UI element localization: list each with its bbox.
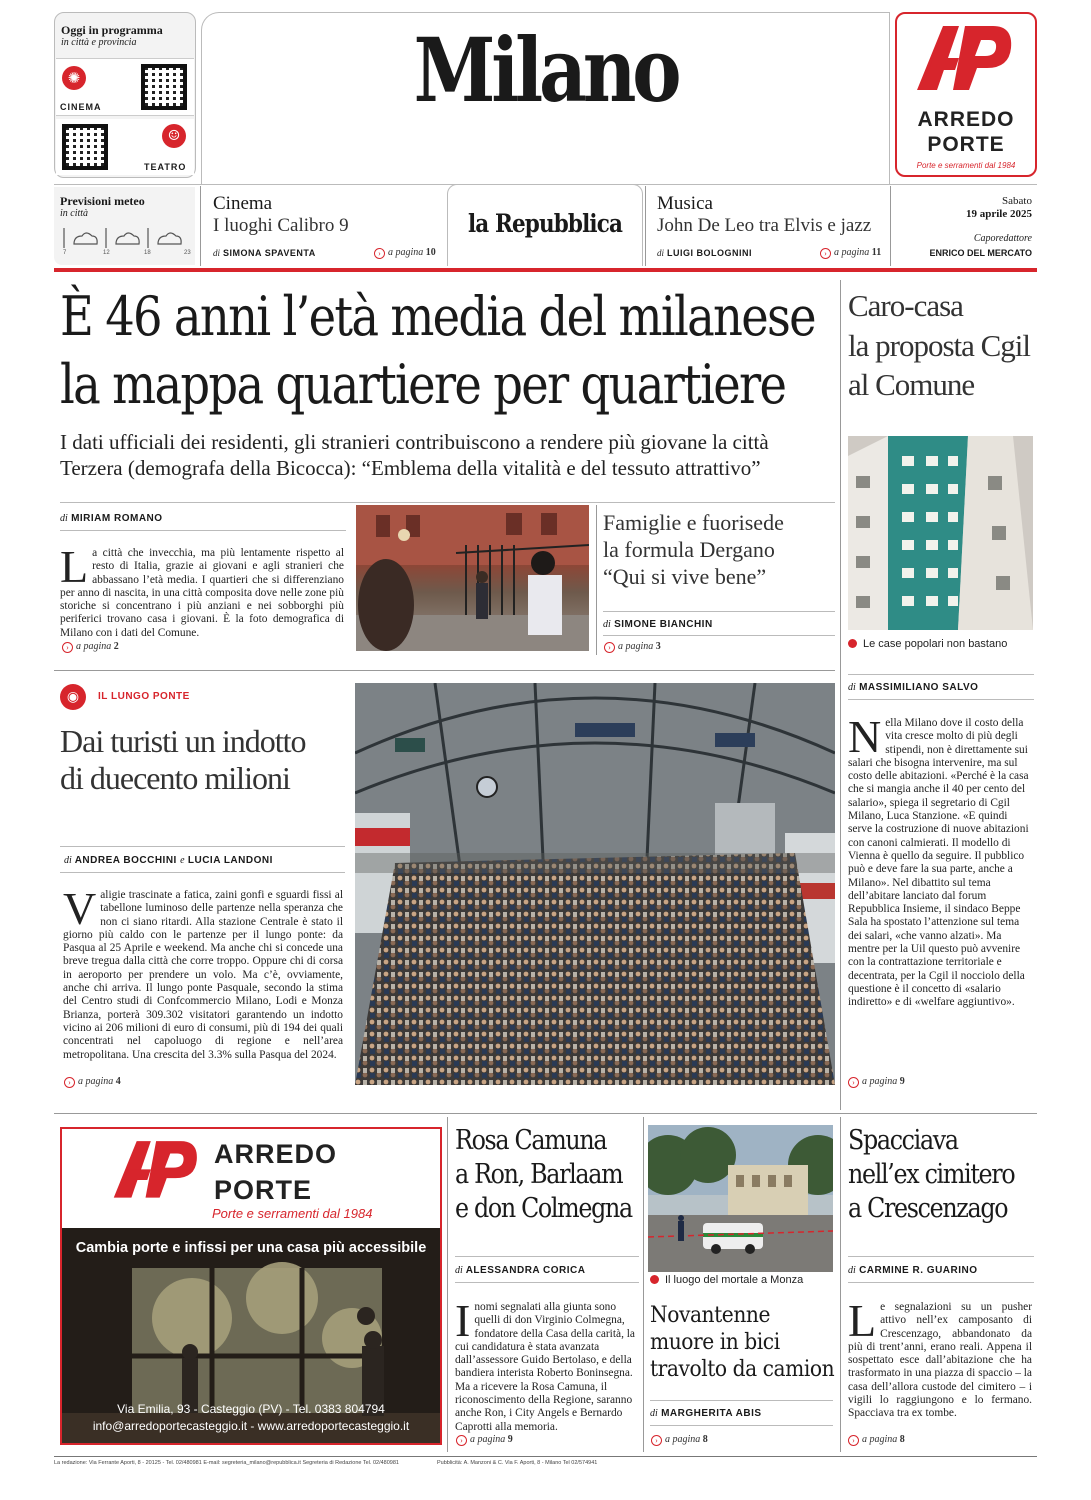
bottom-divider-2 (643, 1117, 644, 1452)
famiglie-page-ref[interactable]: › a pagina 3 (604, 641, 661, 653)
turisti-byline: di ANDREA BOCCHINI e LUCIA LANDONI (64, 855, 273, 866)
caro-casa-text: Nella Milano dove il costo della vita cresce molto di più degli stipendi, non è direttamente sui salari che bisogna intervenire, ma sul costo delle abitazioni. «Perché è la casa che si mangia anche il 40 per cento del salario», spiega il segretario di Cgil Milano, Luca Stanzione. «E quindi serve la costruzione di nuove abitazioni con canoni calmierati. Il modello di Vienna è quello da seguire. Il pubblico può e deve fare la sua parte, anche a Milano». Nel dibattito sul tema dell’abitare lanciato dal forum Repubblica Insieme, il sindaco Beppe Sala ha spostato l’attenzione sul tema dei salari, «che vanno alzati». Ma mentre per la Uil questo può avvenire con la contrattazione territoriale e decentrata, per la Cgil il nocciolo della questione è il concetto di «salario indiretto» e di «welfare aggiuntivo». (848, 711, 1029, 1009)
lead-subhead-2: Terzera (demografa della Bicocca): “Emblema della vitalità e del tessuto attrattivo” (60, 456, 761, 480)
rosa-text: Inomi segnalati alla giunta sono quelli di don Virginio Colmegna, fondatore della Casa della carità, la cui candidatura è stata avanzata dall’assessore Guido Bertolaso, e della bandiera interista Roberto Boninsegna. Ma a ricevere la Rosa Camuna, il riconoscimento della Regione, saranno anche Ron, i City Angels e Bernardo Caprotti alla memoria. (455, 1295, 635, 1433)
ap-logo-svg (915, 18, 1017, 104)
bottom-divider-1 (447, 1117, 448, 1452)
famiglie-headline-3[interactable]: “Qui si vive bene” (603, 564, 767, 589)
program-title: Oggi in programma (61, 23, 163, 37)
arredo-porte-logo (915, 18, 1017, 104)
spacciava-headline-1[interactable]: Spacciava (848, 1125, 958, 1156)
rosa-headline-3[interactable]: e don Colmegna (455, 1193, 632, 1224)
masthead-title: Milano (413, 18, 678, 122)
film-reel-icon: ✺ (62, 66, 86, 90)
bottom-ad-tagline: Porte e serramenti dal 1984 (212, 1206, 373, 1221)
top-ad-brand-1: ARREDO (917, 108, 1015, 131)
strip-div-1 (200, 186, 201, 266)
lead-byline: di MIRIAM ROMANO (60, 513, 163, 524)
turisti-top-rule (54, 670, 835, 671)
rosa-headline-1[interactable]: Rosa Camuna (455, 1125, 607, 1156)
strip-div-2 (645, 186, 646, 266)
monza-page-ref[interactable]: › a pagina 8 (651, 1434, 708, 1446)
masthead-red-rule (54, 268, 1037, 272)
date-day: Sabato (1002, 195, 1032, 207)
bottom-ap-logo-svg (112, 1134, 202, 1210)
spacciava-page-ref[interactable]: › a pagina 8 (848, 1434, 905, 1446)
eye-icon: ◉ (60, 684, 86, 710)
spacciava-rule-2 (848, 1282, 1034, 1283)
top-ad-tagline: Porte e serramenti dal 1984 (916, 161, 1016, 170)
teaser-musica-byline: di LUIGI BOLOGNINI (657, 248, 753, 258)
rosa-dropcap: I (455, 1295, 471, 1346)
famiglie-byline: di SIMONE BIANCHIN (603, 619, 713, 630)
caro-casa-dropcap: N (848, 711, 882, 762)
lead-dropcap: L (60, 541, 89, 592)
bottom-ad-brand-2: PORTE (214, 1175, 313, 1205)
monza-headline-3[interactable]: travolto da camion (650, 1357, 835, 1382)
lead-headline-2[interactable]: la mappa quartiere per quartiere (60, 353, 786, 416)
lead-sub-rule (60, 502, 835, 503)
monza-photo (648, 1125, 833, 1272)
turisti-headline-2[interactable]: di duecento milioni (60, 760, 290, 796)
meteo-hour-2: 12 (103, 250, 110, 256)
monza-headline-2[interactable]: muore in bici (650, 1330, 780, 1355)
lead-subhead-1: I dati ufficiali dei residenti, gli stranieri contribuiscono a rendere più giovane la città (60, 430, 769, 454)
monza-photo-svg (648, 1125, 833, 1272)
teaser-cinema-page[interactable]: › a pagina 10 (374, 247, 436, 259)
caro-casa-headline-3[interactable]: al Comune (848, 367, 975, 402)
monza-byline: di MARGHERITA ABIS (650, 1408, 762, 1419)
meteo-hour-1: 7 (63, 250, 67, 256)
spacciava-headline-2[interactable]: nell’ex cimitero (848, 1159, 1015, 1190)
program-subtitle: in città e provincia (61, 37, 137, 48)
meteo-subtitle: in città (60, 208, 89, 219)
cloud-icons-svg (62, 226, 192, 258)
turisti-kicker: IL LUNGO PONTE (98, 691, 190, 702)
bottom-divider-3 (840, 1117, 841, 1452)
spacciava-dropcap: L (848, 1295, 877, 1346)
famiglie-rule (603, 611, 835, 612)
lead-article-text: La città che invecchia, ma più lentamente rispetto al resto di Italia, grazie ai giovani e agli stranieri che abbassano l’età media. I quartieri che si differenziano per anno di nascita, in una città composita dove nelle zone più storiche si concentrano i più anziani e nei sobborghi più periferici trovano casa i giovani. È la foto demografica di Milano con i dati del Comune. (60, 541, 344, 639)
teaser-musica-section: Musica (657, 193, 713, 214)
turisti-headline-1[interactable]: Dai turisti un indotto (60, 723, 306, 759)
turisti-byline-rule (60, 846, 345, 847)
famiglie-headline-2[interactable]: la formula Dergano (603, 537, 775, 562)
bottom-ad-logo (112, 1134, 202, 1210)
bottom-ad-headline: Cambia porte e infissi per una casa più accessibile (75, 1240, 427, 1256)
building-photo-svg (848, 436, 1033, 630)
monza-headline-1[interactable]: Novantenne (650, 1303, 771, 1328)
caro-casa-rule-2 (848, 699, 1034, 700)
monza-caption: Il luogo del mortale a Monza (650, 1274, 803, 1286)
crowd-photo-svg (355, 683, 835, 1085)
bottom-ad-brand-1: ARREDO (214, 1139, 338, 1169)
caption-bullet-icon (848, 639, 857, 648)
teaser-musica-page[interactable]: › a pagina 11 (820, 247, 881, 259)
lead-photo-svg (356, 505, 589, 651)
bottom-section-rule (54, 1113, 1037, 1114)
spacciava-rule (848, 1256, 1034, 1257)
teaser-cinema-byline: di SIMONA SPAVENTA (213, 248, 316, 258)
bottom-ad-contact: info@arredoportecasteggio.it - www.arredoportecasteggio.it (92, 1419, 410, 1433)
caro-casa-headline-1[interactable]: Caro-casa (848, 288, 963, 323)
meteo-hour-4: 23 (184, 250, 191, 256)
lead-right-divider (840, 280, 841, 1110)
famiglie-divider (596, 505, 597, 655)
teaser-cinema-title[interactable]: I luoghi Calibro 9 (213, 215, 349, 236)
top-ad-brand-2: PORTE (927, 133, 1005, 156)
spacciava-headline-3[interactable]: a Crescenzago (848, 1193, 1008, 1224)
bottom-ad-address: Via Emilia, 93 - Casteggio (PV) - Tel. 0383 804794 (117, 1402, 385, 1416)
rosa-headline-2[interactable]: a Ron, Barlaam (455, 1159, 623, 1190)
turisti-byline-rule-2 (60, 872, 345, 873)
turisti-page-ref[interactable]: › a pagina 4 (64, 1076, 121, 1088)
cinema-qr-code[interactable] (141, 64, 187, 110)
caro-casa-byline: di MASSIMILIANO SALVO (848, 682, 979, 693)
monza-rule (650, 1400, 833, 1401)
spacciava-text: Le segnalazioni su un pusher attivo nell’ex camposanto di Crescenzago, abbandonato da più di trent’anni, erano reali. Appena il sospettato esce dall’abitazione che ha trasformato in una piazza di spaccio – la casa dell’allora custode del cimitero – i vigili lo raggiungono e lo fermano. Spacciava tra ex tombe. (848, 1295, 1032, 1420)
footer-redazione: La redazione: Via Ferrante Aporti, 8 - 20125 - Tel. 02/480981 E-mail: segreteria_milano@repubblica.it Segreteria di Redazione Tel. 02/480981 (54, 1460, 399, 1466)
rosa-byline: di ALESSANDRA CORICA (455, 1265, 586, 1276)
caro-casa-headline-2[interactable]: la proposta Cgil (848, 328, 1031, 363)
rosa-page-ref[interactable]: › a pagina 9 (456, 1434, 513, 1446)
teaser-cinema-section: Cinema (213, 193, 273, 214)
meteo-title: Previsioni meteo (60, 194, 145, 208)
caro-casa-page-ref[interactable]: › a pagina 9 (848, 1076, 905, 1088)
rosa-rule (455, 1256, 639, 1257)
turisti-dropcap: V (63, 883, 97, 934)
caro-casa-rule (848, 674, 1034, 675)
monza-rule-2 (650, 1425, 833, 1426)
famiglie-rule-2 (603, 635, 835, 636)
turisti-text: Valigie trascinate a fatica, zaini gonfi e sguardi fissi al tabellone luminoso delle partenze nella speranza che non ci siano ritardi. Alla stazione Centrale è stato il giorno più caldo con le partenze per il lungo ponte: da Pasqua al 25 Aprile e weekend. Ma anche chi si concede una breve tregua dalla città che corre troppo. Oppure chi di corsa in aeroporto per prendere un volo. Ma c’è, ovviamente, anche chi arriva. Il lungo ponte Pasquale, secondo la stima del Centro studi di Confcommercio Milano, Lodi e Monza Brianza, porterà 309.302 visitatori garantendo un indotto vicino ai 206 milioni di euro di consumi, più di 194 dei quali concentrati nel capoluogo di regione e nell’area metropolitana. Una crescita del 3.3% sulla Pasqua del 2024. (63, 883, 343, 1061)
newspaper-name: la Repubblica (467, 209, 623, 238)
meteo-icons (62, 226, 192, 258)
cinema-label: CINEMA (60, 102, 102, 112)
theater-mask-icon: ☺ (162, 124, 186, 148)
editor-name: ENRICO DEL MERCATO (929, 248, 1032, 258)
teaser-musica-title[interactable]: John De Leo tra Elvis e jazz (657, 215, 872, 236)
strip-div-3 (890, 186, 891, 266)
caption-bullet-icon (650, 1275, 659, 1284)
teatro-qr-code[interactable] (62, 124, 108, 170)
footer-rule (54, 1456, 1037, 1457)
meteo-hour-3: 18 (144, 250, 151, 256)
date-full: 19 aprile 2025 (966, 208, 1032, 220)
lead-headline-1[interactable]: È 46 anni l’età media del milanese (60, 285, 815, 348)
caro-casa-photo (848, 436, 1033, 630)
famiglie-headline-1[interactable]: Famiglie e fuorisede (603, 510, 784, 535)
spacciava-byline: di CARMINE R. GUARINO (848, 1265, 978, 1276)
lead-photo-station (356, 505, 589, 651)
editor-role: Caporedattore (973, 233, 1032, 244)
footer-pubblicita: Pubblicità: A. Manzoni & C. Via F. Aporti, 8 - Milano Tel 02/574941 (437, 1460, 598, 1466)
teatro-label: TEATRO (144, 162, 187, 172)
turisti-photo-station-crowd (355, 683, 835, 1085)
lead-byline-rule (60, 530, 346, 531)
caro-casa-caption: Le case popolari non bastano (848, 638, 1007, 650)
rosa-rule-2 (455, 1282, 639, 1283)
lead-page-ref[interactable]: › a pagina 2 (62, 641, 119, 653)
